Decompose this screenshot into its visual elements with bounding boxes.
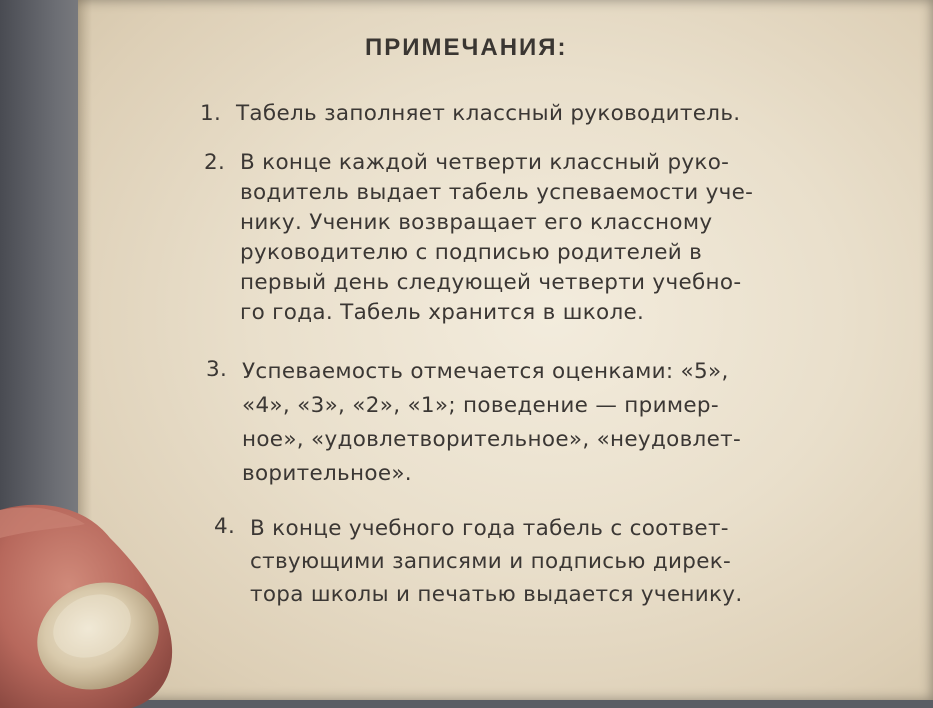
note-line: ворительное».	[242, 461, 412, 486]
note-line: руководителю с подписью родителей в	[240, 240, 703, 265]
note-line: нику. Ученик возвращает его классному	[240, 210, 713, 235]
note-line: тора школы и печатью выдается ученику.	[250, 582, 743, 607]
note-number: 4.	[214, 514, 236, 539]
note-number: 1.	[200, 101, 222, 126]
note-line: го года. Табель хранится в школе.	[240, 300, 645, 325]
note-line: В конце учебного года табель с соответ-	[250, 516, 729, 541]
note-line: ное», «удовлетворительное», «неудовлет-	[242, 427, 741, 452]
note-line: первый день следующей четверти учебно-	[240, 270, 742, 295]
note-line: ствующими записями и подписью дирек-	[250, 549, 732, 574]
note-item-2	[204, 148, 754, 328]
note-line: Табель заполняет классный руководитель.	[236, 101, 741, 126]
page-title: ПРИМЕЧАНИЯ:	[365, 34, 568, 61]
note-item-4	[214, 512, 743, 611]
note-item-3	[206, 355, 741, 491]
note-line: «4», «3», «2», «1»; поведение — пример-	[242, 393, 719, 418]
note-number: 3.	[206, 357, 228, 382]
note-item-1	[200, 99, 741, 129]
note-line: водитель выдает табель успеваемости уче-	[240, 180, 754, 205]
note-line: В конце каждой четверти классный руко-	[240, 150, 730, 175]
thumb-holding-page	[0, 498, 185, 708]
note-line: Успеваемость отмечается оценками: «5»,	[242, 359, 729, 384]
note-number: 2.	[204, 150, 226, 175]
